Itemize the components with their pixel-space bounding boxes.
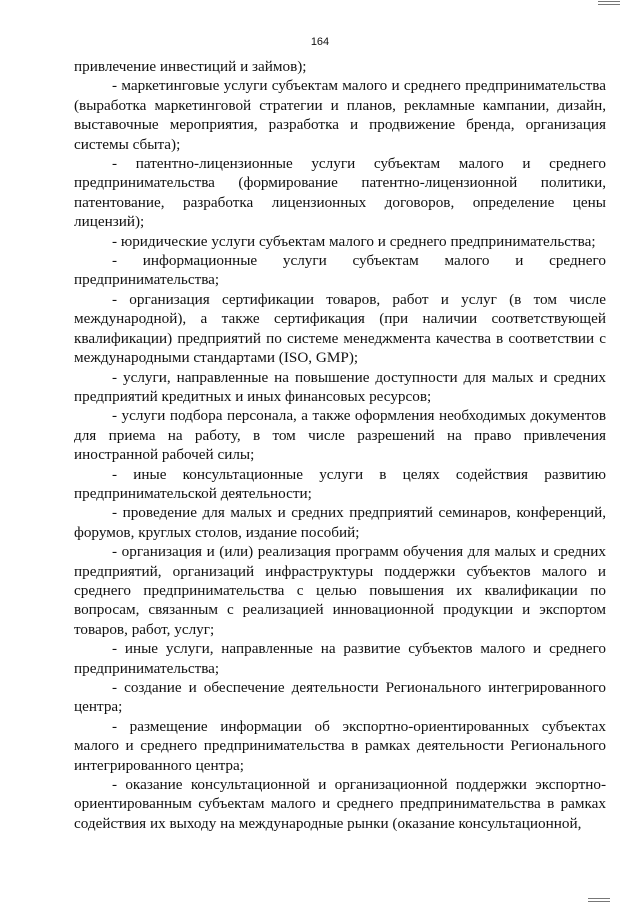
scan-corner-mark: [598, 1, 620, 5]
paragraph: - проведение для малых и средних предприятий семинаров, конференций, форумов, круглых столов, издание пособий;: [74, 504, 606, 541]
paragraph: привлечение инвестиций и займов);: [74, 58, 307, 75]
paragraph: - создание и обеспечение деятельности Регионального интегрированного центра;: [74, 679, 606, 716]
paragraph: - размещение информации об экспортно-ориентированных субъектах малого и среднего предпринимательства в рамках деятельности Регионального интегрированного центра;: [74, 717, 606, 774]
paragraph: - патентно-лицензионные услуги субъектам малого и среднего предпринимательства (формирование патентно-лицензионной политики, патентование, разработка лицензионных договоров, определение цены лицензий);: [74, 155, 606, 231]
paragraph: - иные услуги, направленные на развитие субъектов малого и среднего предпринимательства;: [74, 640, 606, 677]
paragraph: - услуги подбора персонала, а также оформления необходимых документов для приема на работу, в том числе разрешений на право привлечения иностранной рабочей силы;: [74, 407, 606, 464]
page-number: 164: [310, 36, 330, 48]
scan-corner-mark: [588, 898, 610, 902]
paragraph: - иные консультационные услуги в целях содействия развитию предпринимательской деятельности;: [74, 465, 606, 502]
paragraph: - юридические услуги субъектам малого и среднего предпринимательства;: [112, 232, 596, 250]
paragraph: - маркетинговые услуги субъектам малого и среднего предпринимательства (выработка маркетинговой стратегии и планов, рекламные кампании, дизайн, выставочные мероприятия, разработка и продвижение бренда, организация системы сбыта);: [74, 77, 606, 153]
document-body: [74, 57, 606, 833]
paragraph: - информационные услуги субъектам малого и среднего предпринимательства;: [74, 252, 606, 289]
paragraph: - организация сертификации товаров, работ и услуг (в том числе международной), а также сертификация (при наличии соответствующей квалификации) предприятий по системе менеджмента качества в соответствии с международными стандартами (ISO, GMP);: [74, 290, 606, 367]
paragraph: - оказание консультационной и организационной поддержки экспортно-ориентированным субъектам малого и среднего предпринимательства в рамках содействия их выходу на международные рынки (оказание консультационной,: [74, 776, 606, 832]
paragraph: - услуги, направленные на повышение доступности для малых и средних предприятий кредитных и иных финансовых ресурсов;: [74, 368, 606, 405]
paragraph: - организация и (или) реализация программ обучения для малых и средних предприятий, организаций инфраструктуры поддержки субъектов малого и среднего предпринимательства с целью повышения их квалификации по вопросам, связанным с реализацией инновационной продукции и экспортом товаров, работ, услуг;: [74, 543, 606, 638]
